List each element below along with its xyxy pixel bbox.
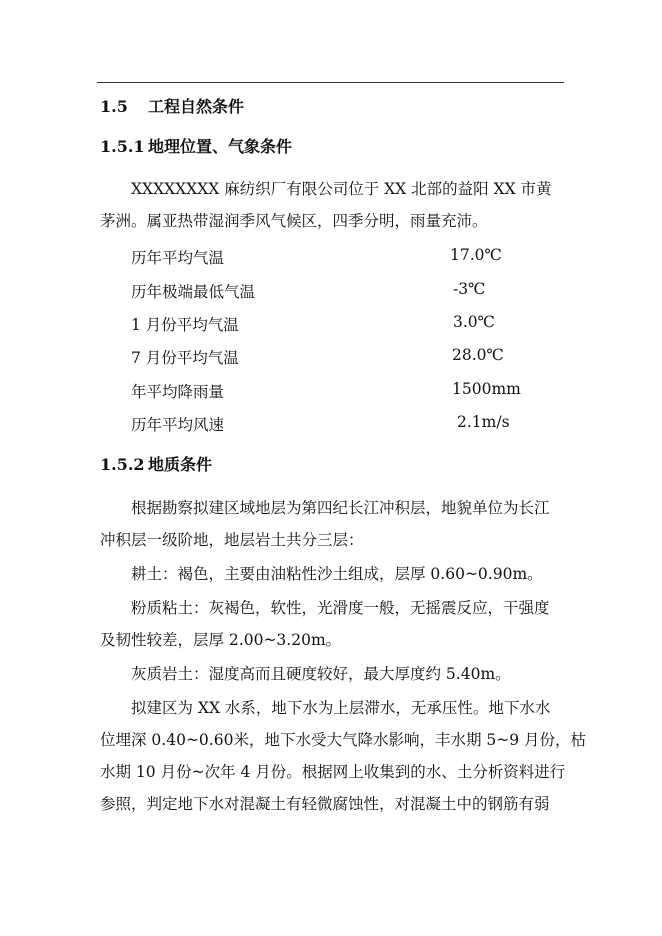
- intro-line: 茅洲。属亚热带湿润季风气候区，四季分明，雨量充沛。: [100, 212, 488, 230]
- geology-paragraph-5: [100, 692, 587, 820]
- geology-paragraph-2: [100, 558, 570, 590]
- geology-line: 根据勘察拟建区域地层为第四纪长江冲积层，地貌单位为长江: [131, 499, 550, 517]
- section-number: 1.5: [100, 97, 128, 116]
- subsection-title: 地理位置、气象条件: [148, 137, 293, 156]
- geology-line: 粉质粘土：灰褐色，软性，光滑度一般，无摇震反应，干强度: [131, 599, 550, 617]
- climate-value: 17.0℃: [450, 246, 502, 264]
- section-title: 工程自然条件: [148, 97, 245, 116]
- geology-line: 耕土：褐色，主要由油粘性沙土组成，层厚 0.60~0.90m。: [131, 565, 543, 583]
- climate-label: 1 月份平均气温: [131, 316, 239, 334]
- subsection-heading-geology: [100, 452, 212, 475]
- header-rule: [97, 82, 564, 83]
- geology-line: 及韧性较差，层厚 2.00~3.20m。: [100, 631, 342, 649]
- climate-value: -3℃: [453, 280, 486, 298]
- climate-value: 2.1m/s: [457, 413, 510, 431]
- subsection-number: 1.5.2: [100, 455, 145, 474]
- geology-line: 灰质岩土：湿度高而且硬度较好，最大厚度约 5.40m。: [131, 665, 511, 683]
- climate-label: 年平均降雨量: [131, 383, 225, 401]
- climate-value: 28.0℃: [452, 346, 504, 364]
- geology-paragraph-1: [100, 492, 570, 556]
- intro-paragraph: [100, 173, 570, 237]
- climate-label: 历年平均气温: [131, 249, 225, 267]
- subsection-heading-location: [100, 134, 292, 157]
- climate-label: 历年平均风速: [131, 416, 225, 434]
- subsection-number: 1.5.1: [100, 137, 145, 156]
- geology-paragraph-3: [100, 592, 570, 656]
- geology-line: 拟建区为 XX 水系，地下水为上层滞水，无承压性。地下水水: [131, 699, 551, 717]
- geology-line: 冲积层一级阶地，地层岩土共分三层：: [100, 531, 364, 549]
- subsection-title: 地质条件: [148, 455, 213, 474]
- climate-label: 7 月份平均气温: [131, 349, 239, 367]
- geology-line: 位埋深 0.40~0.60米，地下水受大气降水影响，丰水期 5~9 月份，枯: [100, 731, 587, 749]
- climate-label: 历年极端最低气温: [131, 283, 256, 301]
- section-heading: [100, 94, 244, 117]
- geology-line: 参照，判定地下水对混凝土有轻微腐蚀性，对混凝土中的钢筋有弱: [100, 795, 550, 813]
- intro-line: XXXXXXXX 麻纺织厂有限公司位于 XX 北部的益阳 XX 市黄: [131, 180, 552, 198]
- geology-line: 水期 10 月份~次年 4 月份。根据网上收集到的水、土分析资料进行: [100, 763, 566, 781]
- climate-value: 1500mm: [452, 380, 521, 398]
- geology-paragraph-4: [100, 658, 570, 690]
- climate-value: 3.0℃: [453, 313, 495, 331]
